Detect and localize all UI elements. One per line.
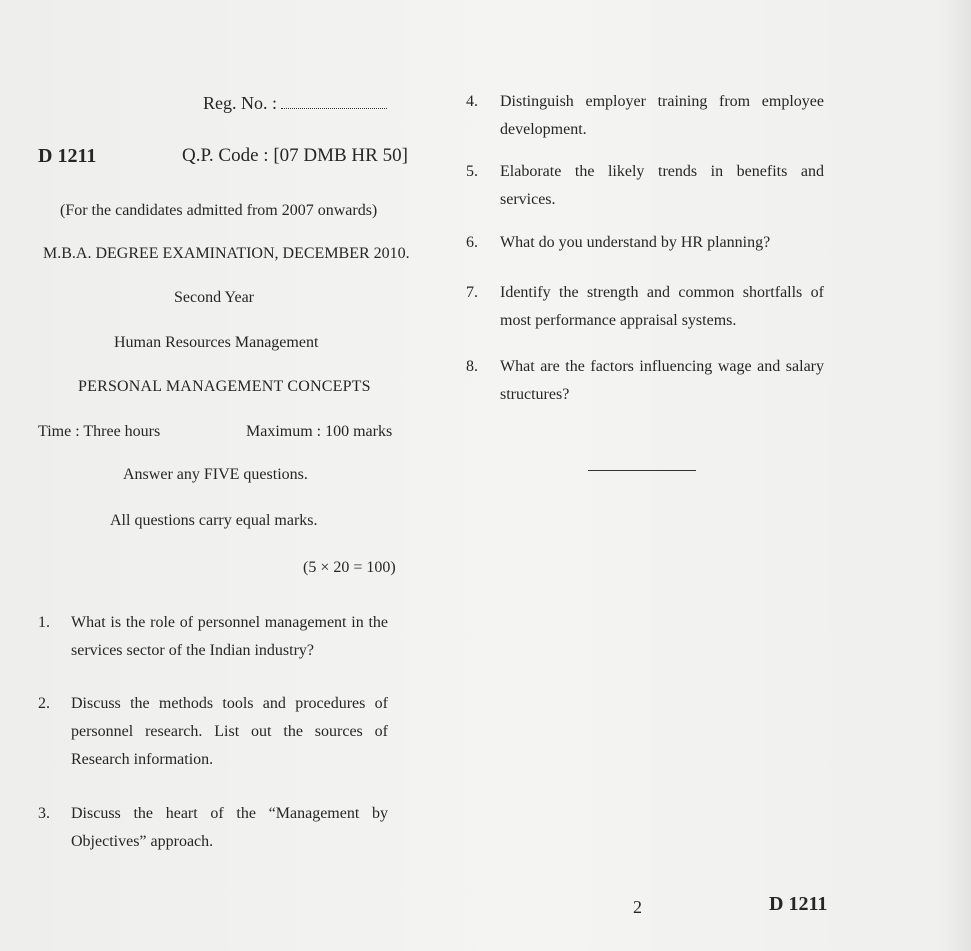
question-number: 4.: [466, 93, 478, 110]
question-number: 8.: [466, 358, 478, 375]
question-number: 5.: [466, 163, 478, 180]
footer-paper-code: D 1211: [769, 893, 828, 915]
question-number: 3.: [38, 805, 50, 822]
question-number: 1.: [38, 614, 50, 631]
max-marks: Maximum : 100 marks: [246, 423, 393, 440]
question-text: What is the role of personnel management in the services sector of the Indian industry?: [71, 614, 388, 659]
question-number: 2.: [38, 695, 50, 712]
question-text: Distinguish employer training from employee development.: [500, 93, 824, 138]
question-text: Identify the strength and common shortfalls of most performance appraisal systems.: [500, 284, 824, 329]
reg-no-label: Reg. No. :: [203, 93, 277, 113]
paper-code: D 1211: [38, 145, 97, 167]
marks-scheme: (5 × 20 = 100): [303, 559, 396, 576]
page-edge-shadow: [943, 0, 971, 951]
question-text: What are the factors influencing wage and salary structures?: [500, 358, 824, 403]
reg-no-field: [203, 93, 387, 114]
degree-exam: M.B.A. DEGREE EXAMINATION, DECEMBER 2010.: [43, 245, 410, 262]
candidates-note: (For the candidates admitted from 2007 onwards): [60, 202, 378, 219]
paper-title: PERSONAL MANAGEMENT CONCEPTS: [78, 378, 371, 395]
exam-year: Second Year: [174, 289, 254, 306]
question-text: What do you understand by HR planning?: [500, 234, 771, 251]
page-number: 2: [633, 897, 642, 917]
exam-subject: Human Resources Management: [114, 334, 319, 351]
question-text: Discuss the methods tools and procedures of personnel research. List out the sources of Research information.: [71, 695, 388, 768]
qp-code: Q.P. Code : [07 DMB HR 50]: [182, 145, 408, 166]
question-text: Discuss the heart of the “Management by Objectives” approach.: [71, 805, 388, 850]
question-text: Elaborate the likely trends in benefits and services.: [500, 163, 824, 208]
reg-no-blank: [281, 108, 387, 109]
question-number: 7.: [466, 284, 478, 301]
exam-time: Time : Three hours: [38, 423, 161, 440]
instruction-answer: Answer any FIVE questions.: [123, 466, 308, 483]
instruction-marks: All questions carry equal marks.: [110, 512, 318, 529]
end-rule: [588, 470, 696, 471]
question-number: 6.: [466, 234, 478, 251]
